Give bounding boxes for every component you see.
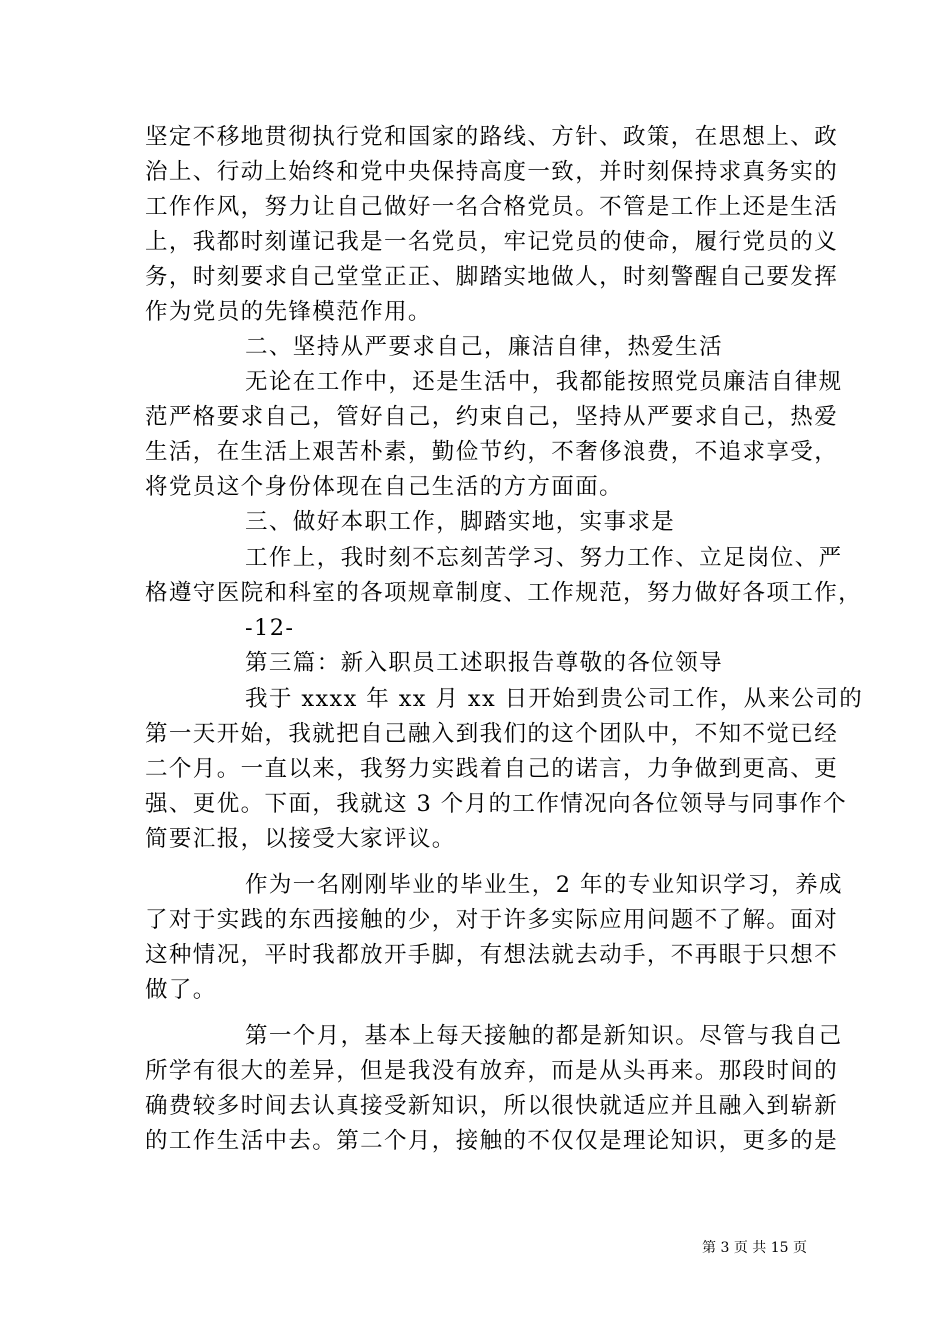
text-line: 确费较多时间去认真接受新知识，所以很快就适应并且融入到崭新 — [145, 1093, 839, 1119]
text-line: 所学有很大的差异，但是我没有放弃，而是从头再来。那段时间的 — [145, 1058, 839, 1084]
section-heading: 三、做好本职工作，脚踏实地，实事求是 — [245, 509, 676, 535]
text-line: 工作上，我时刻不忘刻苦学习、努力工作、立足岗位、严 — [245, 545, 843, 571]
chapter-title: 第三篇：新入职员工述职报告尊敬的各位领导 — [245, 650, 724, 676]
text-line: 无论在工作中，还是生活中，我都能按照党员廉洁自律规 — [245, 369, 843, 395]
text-line: 简要汇报，以接受大家评议。 — [145, 826, 456, 852]
text-line: 了对于实践的东西接触的少，对于许多实际应用问题不了解。面对 — [145, 907, 839, 933]
page-number: 第 3 页 共 15 页 — [702, 1240, 807, 1256]
text-line: 第一个月，基本上每天接触的都是新知识。尽管与我自己 — [245, 1023, 843, 1049]
text-line: 的工作生活中去。第二个月，接触的不仅仅是理论知识，更多的是 — [145, 1128, 839, 1154]
page-marker: -12- — [245, 615, 295, 641]
section-heading: 二、坚持从严要求自己，廉洁自律，热爱生活 — [245, 334, 724, 360]
text-line: 第一天开始，我就把自己融入到我们的这个团队中，不知不觉已经 — [145, 721, 839, 747]
text-line: 这种情况，平时我都放开手脚，有想法就去动手，不再眼于只想不 — [145, 942, 839, 968]
text-line: 上，我都时刻谨记我是一名党员，牢记党员的使命，履行党员的义 — [145, 229, 839, 255]
text-line: 格遵守医院和科室的各项规章制度、工作规范，努力做好各项工作， — [145, 580, 863, 606]
text-line: 作为一名刚刚毕业的毕业生，2 年的专业知识学习，养成 — [245, 872, 843, 898]
text-line: 治上、行动上始终和党中央保持高度一致，并时刻保持求真务实的 — [145, 159, 839, 185]
text-line: 做了。 — [145, 977, 217, 1003]
text-line: 工作作风，努力让自己做好一名合格党员。不管是工作上还是生活 — [145, 194, 839, 220]
text-line: 生活，在生活上艰苦朴素，勤俭节约，不奢侈浪费，不追求享受， — [145, 439, 839, 465]
text-line: 坚定不移地贯彻执行党和国家的路线、方针、政策，在思想上、政 — [145, 124, 839, 150]
text-line: 务，时刻要求自己堂堂正正、脚踏实地做人，时刻警醒自己要发挥 — [145, 264, 839, 290]
text-line: 作为党员的先锋模范作用。 — [145, 299, 432, 325]
text-line: 二个月。一直以来，我努力实践着自己的诺言，力争做到更高、更 — [145, 756, 839, 782]
text-line: 将党员这个身份体现在自己生活的方方面面。 — [145, 474, 624, 500]
text-line: 我于 xxxx 年 xx 月 xx 日开始到贵公司工作，从来公司的 — [245, 686, 864, 712]
text-line: 强、更优。下面，我就这 3 个月的工作情况向各位领导与同事作个 — [145, 791, 848, 817]
text-line: 范严格要求自己，管好自己，约束自己，坚持从严要求自己，热爱 — [145, 404, 839, 430]
